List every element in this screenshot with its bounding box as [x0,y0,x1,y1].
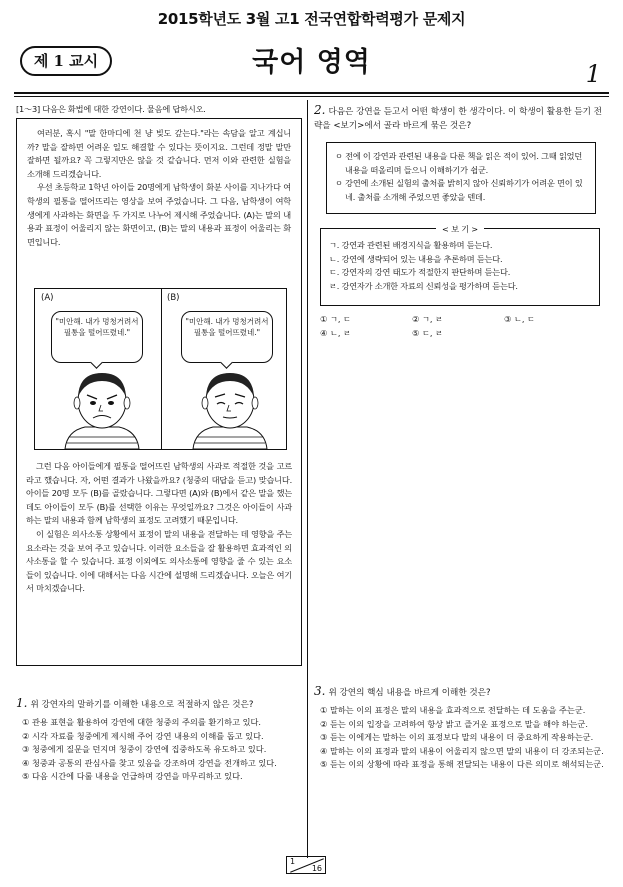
speech-bubble-a-text: "미안해. 내가 멍청거려서 필통을 떨어뜨렸네." [55,317,139,337]
speech-bubble-b-text: "미안해. 내가 멍청거려서 필통을 떨어뜨렸네." [185,317,269,337]
choice-5[interactable]: ⑤ 다음 시간에 다룰 내용을 언급하며 강연을 마무리하고 있다. [22,771,243,782]
bogi-item: ㄷ. 강연자의 강연 태도가 적절한지 판단하며 듣는다. [329,267,511,278]
choice-2[interactable]: ② 듣는 이의 입장을 고려하여 항상 밝고 즐거운 표정으로 말을 해야 하는군. [320,718,588,729]
passage-paragraph: 그런 다음 아이들에게 필통을 떨어뜨린 남학생의 사과로 적절한 것을 고르라고 했습니다. 자, 어떤 결과가 나왔을까요? (청중의 대답을 듣고) 맞습니다. 아이들 20명 모두 (B)를 골랐습니다. 그렇다면 (A)와 (B)에서 같은 말을 했는데도 아이들이 모두 (B)를 선택한 이유는 무엇일까요? 그것은 아이들이 사과하는 말의 내용과 함께 남학생의 표정도 고려했기 때문입니다. [26,461,292,526]
page-indicator [286,856,326,874]
question-2-choices [320,312,600,340]
question-3 [314,684,606,772]
question-number: 3. [314,684,326,698]
choice-2[interactable]: ② 시각 자료를 청중에게 제시해 주어 강연 내용의 이해를 돕고 있다. [22,730,264,741]
choice-1[interactable]: ① ㄱ, ㄷ [320,314,351,324]
choice-4[interactable]: ④ ㄴ, ㄹ [320,328,351,338]
question-1 [16,696,302,784]
bogi-label: < 보 기 > [436,224,484,234]
thought-bullet: ㅇ 전에 이 강연과 관련된 내용을 다룬 책을 읽은 적이 있어. 그때 읽었던 내용을 떠올리며 들으니 이해하기가 쉽군. [335,151,583,175]
subject-title: 국어 영역 [252,47,371,78]
thought-bullet: ㅇ 강연에 소개된 실험의 출처를 밝히지 않아 신뢰하기가 어려운 면이 있네. 출처를 소개해 주었으면 좋았을 텐데. [335,178,583,202]
current-page: 1 [290,857,296,866]
question-2 [314,103,606,133]
question-3-choices [314,704,606,772]
boy-frowning-illustration [57,367,147,449]
passage-instruction: [1～3] 다음은 화법에 대한 강연이다. 물음에 답하시오. [16,104,206,114]
passage-paragraph: 이 실험은 의사소통 상황에서 표정이 말의 내용을 전달하는 데 영향을 주는 요소라는 것을 보여 주고 있습니다. 이러한 요소들을 잘 활용하면 효과적인 의사소통을 할 수 있습니다. 표정 이외에도 의사소통에 영향을 줄 수 있는 요소들이 있습니다. 이에 대해서는 다음 시간에 설명해 드리겠습니다. 오늘은 여기서 마치겠습니다. [26,528,292,594]
speech-bubble-a [51,311,143,363]
choice-3[interactable]: ③ ㄴ, ㄷ [504,314,535,324]
bogi-item: ㄱ. 강연과 관련된 배경지식을 활용하며 듣는다. [329,240,493,250]
boy-apologetic-illustration [185,367,275,449]
page-number: 1 [585,60,601,88]
question-3-stem: 3. 위 강연의 핵심 내용을 바르게 이해한 것은? [314,684,491,698]
choice-1[interactable]: ① 말하는 이의 표정은 말의 내용을 효과적으로 전달하는 데 도움을 주는군. [320,705,586,715]
passage-paragraph: 여러분, 혹시 "말 한마디에 천 냥 빚도 갚는다."라는 속담을 알고 계십니까? 말을 잘하면 어려운 일도 해결할 수 있다는 뜻이지요. 그런데 정말 말만 잘하면 될까요? 꼭 그렇지만은 않을 것 같습니다. 먼저 이와 관련한 실험을 소개해 드리겠습니다. [27,128,291,179]
header-rule [14,92,609,94]
choice-3[interactable]: ③ 듣는 이에게는 말하는 이의 표정보다 말의 내용이 더 중요하게 작용하는군. [320,732,594,743]
header-rule-thin [14,96,609,97]
bogi-item: ㄹ. 강연자가 소개한 자료의 신뢰성을 평가하며 듣는다. [329,280,518,291]
choice-4[interactable]: ④ 청중과 공통의 관심사를 찾고 있음을 강조하며 강연을 전개하고 있다. [22,757,277,768]
panel-divider [161,289,162,449]
question-1-stem: 1. 위 강연자의 말하기를 이해한 내용으로 적절하지 않은 것은? [16,696,254,710]
column-divider [307,100,308,858]
student-thought-box [326,142,596,214]
choice-5[interactable]: ⑤ ㄷ, ㄹ [412,328,443,338]
choice-5[interactable]: ⑤ 듣는 이의 상황에 따라 표정을 통해 전달되는 내용이 다른 의미로 해석되는군. [320,759,604,770]
passage-continuation [26,460,292,596]
bogi-item: ㄴ. 강연에 생략되어 있는 내용을 추론하며 듣는다. [329,253,503,264]
total-pages: 16 [311,864,322,873]
choice-1[interactable]: ① 관용 표현을 활용하여 강연에 대한 청중의 주의를 환기하고 있다. [22,717,262,727]
question-1-choices [16,716,302,784]
bogi-box [320,224,600,306]
question-number: 2. [314,103,326,117]
passage-paragraph: 우선 초등학교 1학년 아이들 20명에게 남학생이 화분 사이를 지나가다 여학생의 필통을 떨어뜨리는 영상을 보여 주었습니다. 그 다음, 남학생이 여학생에게 사과하는 화면을 두 가지로 나누어 제시해 주었습니다. (A)는 말의 내용과 표정이 어울리지 않는 화면이고, (B)는 말의 내용과 표정이 어울리는 화면입니다. [27,182,291,247]
panel-a-label: (A) [41,293,54,303]
panel-b-label: (B) [167,293,180,303]
choice-2[interactable]: ② ㄱ, ㄹ [412,314,443,324]
question-2-stem: 2. 다음은 강연을 듣고서 어떤 학생이 한 생각이다. 이 학생이 활용한 듣기 전략을 <보기>에서 골라 바르게 묶은 것은? [314,103,602,131]
choice-4[interactable]: ④ 말하는 이의 표정과 말의 내용이 어울리지 않으면 말의 내용이 더 강조되는군. [320,745,604,756]
experiment-figure [34,288,287,450]
speech-bubble-b [181,311,273,363]
exam-title: 2015학년도 3월 고1 전국연합학력평가 문제지 [157,10,466,28]
choice-3[interactable]: ③ 청중에게 질문을 던지며 청중이 강연에 집중하도록 유도하고 있다. [22,744,267,755]
period-badge: 제 1 교시 [20,46,112,76]
question-number: 1. [16,696,28,710]
